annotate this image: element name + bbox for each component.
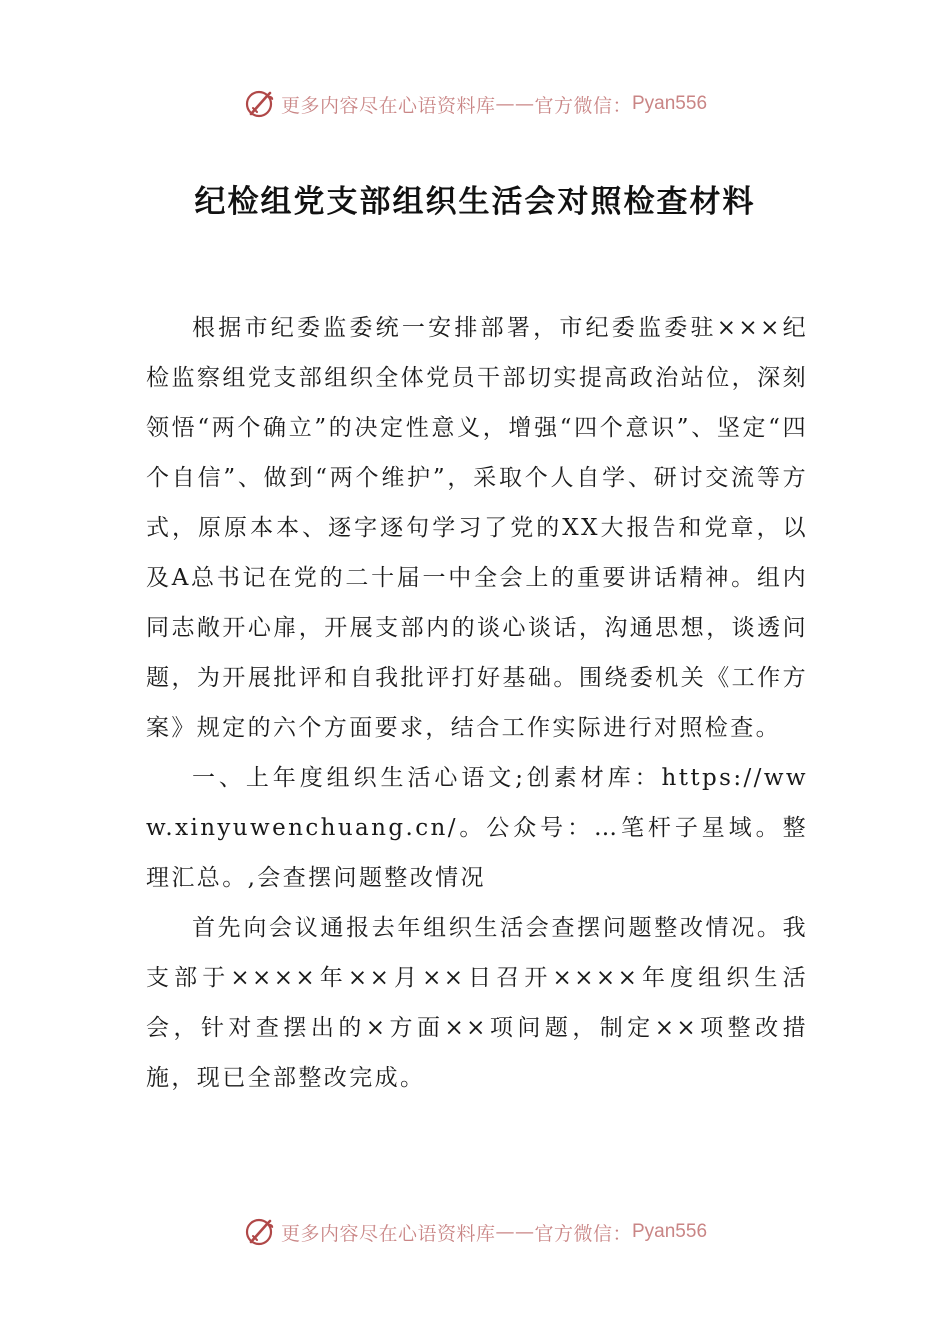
banner-wechat-id: Pyan556	[632, 93, 708, 114]
banner-dash: ——	[495, 1221, 535, 1243]
quill-pen-logo-icon	[243, 87, 277, 121]
paragraph-intro: 根据市纪委监委统一安排部署，市纪委监委驻×××纪检监察组党支部组织全体党员干部切实提高政治站位，深刻领悟“两个确立”的决定性意义，增强“四个意识”、坚定“四个自信”、做到“两个维护”，采取个人自学、研讨交流等方式，原原本本、逐字逐句学习了党的XX大报告和党章，以及A总书记在党的二十届一中全会上的重要讲话精神。组内同志敞开心扉，开展支部内的谈心谈话，沟通思想，谈透问题，为开展批评和自我批评打好基础。围绕委机关《工作方案》规定的六个方面要求，结合工作实际进行对照检查。	[146, 315, 808, 741]
footer-banner	[0, 1212, 950, 1252]
banner-label: 官方微信：	[534, 1222, 632, 1245]
paragraph-rectification: 首先向会议通报去年组织生活会查摆问题整改情况。我支部于××××年××月××日召开××××年度组织生活会，针对查摆出的×方面××项问题，制定××项整改措施，现已全部整改完成。	[146, 915, 808, 1091]
quill-pen-logo-icon	[243, 1215, 277, 1249]
banner-label: 官方微信：	[534, 94, 632, 117]
banner-slogan: 更多内容尽在心语资料库	[280, 94, 496, 117]
banner-wechat-id: Pyan556	[632, 1221, 708, 1242]
document-body	[146, 303, 808, 1103]
paragraph-section-heading: 一、上年度组织生活心语文;创素材库：https://www.xinyuwenchuang.cn/。公众号：…笔杆子星域。整理汇总。,会查摆问题整改情况	[146, 765, 808, 891]
banner-dash: ——	[495, 93, 535, 115]
document-title: 纪检组党支部组织生活会对照检查材料	[194, 184, 756, 220]
header-banner	[0, 84, 950, 124]
banner-slogan: 更多内容尽在心语资料库	[280, 1222, 496, 1245]
